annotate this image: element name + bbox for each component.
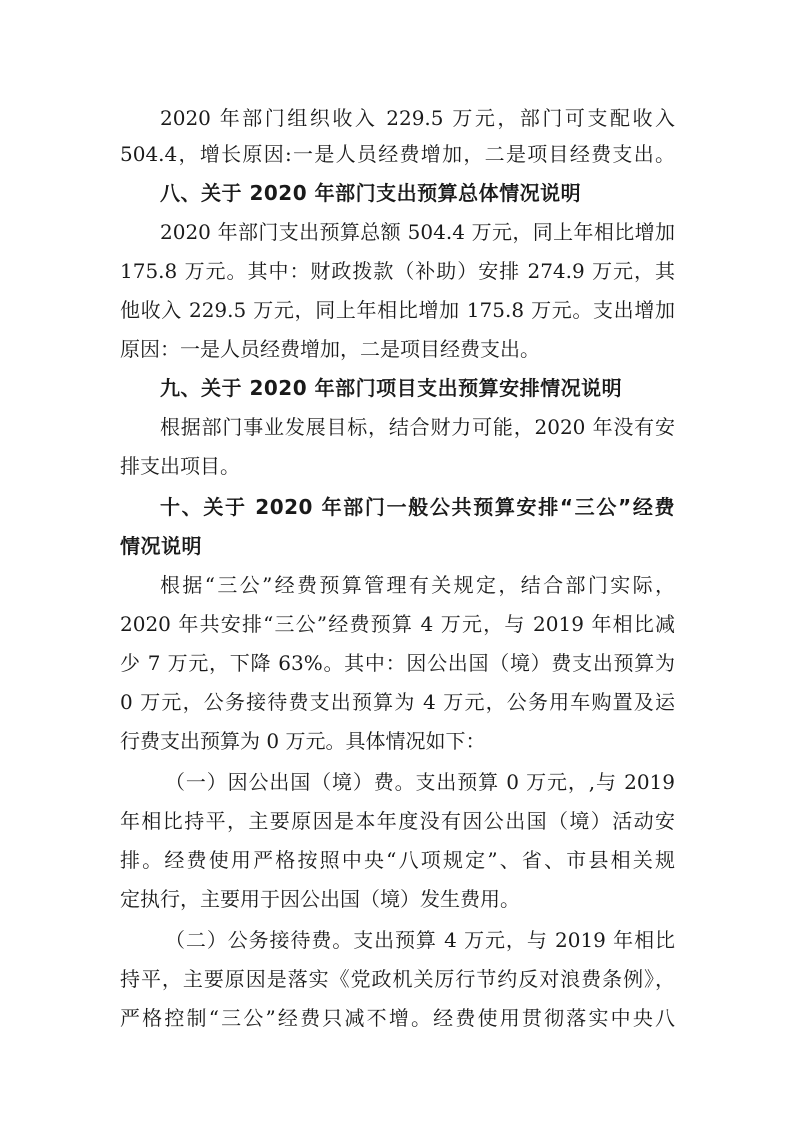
paragraph-line: 根据“三公”经费预算管理有关规定，结合部门实际， [160, 573, 675, 597]
section-heading-10-cont: 情况说明 [120, 534, 202, 558]
paragraph-line: 2020 年部门支出预算总额 504.4 万元，同上年相比增加 [160, 220, 675, 244]
paragraph-line: 504.4，增长原因:一是人员经费增加，二是项目经费支出。 [120, 142, 675, 166]
paragraph-line: 定执行，主要用于因公出国（境）发生费用。 [120, 887, 520, 911]
paragraph-line: 排支出项目。 [120, 454, 240, 478]
paragraph-line: 行费支出预算为 0 万元。具体情况如下： [120, 729, 486, 753]
section-heading-8: 八、关于 2020 年部门支出预算总体情况说明 [160, 181, 582, 205]
paragraph-line: 他收入 229.5 万元，同上年相比增加 175.8 万元。支出增加 [120, 298, 675, 322]
paragraph-line: 排。经费使用严格按照中央“八项规定”、省、市县相关规 [120, 848, 675, 872]
paragraph-line: 少 7 万元，下降 63%。其中：因公出国（境）费支出预算为 [120, 651, 675, 675]
paragraph-line: 0 万元，公务接待费支出预算为 4 万元，公务用车购置及运 [120, 690, 675, 714]
paragraph-line: 根据部门事业发展目标，结合财力可能，2020 年没有安 [160, 415, 675, 439]
paragraph-line: 严格控制“三公”经费只减不增。经费使用贯彻落实中央八 [120, 1006, 675, 1030]
paragraph-line: 175.8 万元。其中：财政拨款（补助）安排 274.9 万元，其 [120, 259, 675, 283]
section-heading-10: 十、关于 2020 年部门一般公共预算安排“三公”经费 [160, 495, 675, 519]
section-heading-9: 九、关于 2020 年部门项目支出预算安排情况说明 [160, 376, 623, 400]
paragraph-line: 年相比持平，主要原因是本年度没有因公出国（境）活动安 [120, 809, 675, 833]
subsection-line: （一）因公出国（境）费。支出预算 0 万元，,与 2019 [165, 770, 675, 794]
subsection-line: （二）公务接待费。支出预算 4 万元，与 2019 年相比 [165, 928, 675, 952]
paragraph-line: 原因：一是人员经费增加，二是项目经费支出。 [120, 337, 540, 361]
paragraph-line: 2020 年共安排“三公”经费预算 4 万元，与 2019 年相比减 [120, 612, 675, 636]
paragraph-line: 持平，主要原因是落实《党政机关厉行节约反对浪费条例》， [120, 967, 675, 991]
paragraph-line: 2020 年部门组织收入 229.5 万元，部门可支配收入 [160, 106, 675, 130]
